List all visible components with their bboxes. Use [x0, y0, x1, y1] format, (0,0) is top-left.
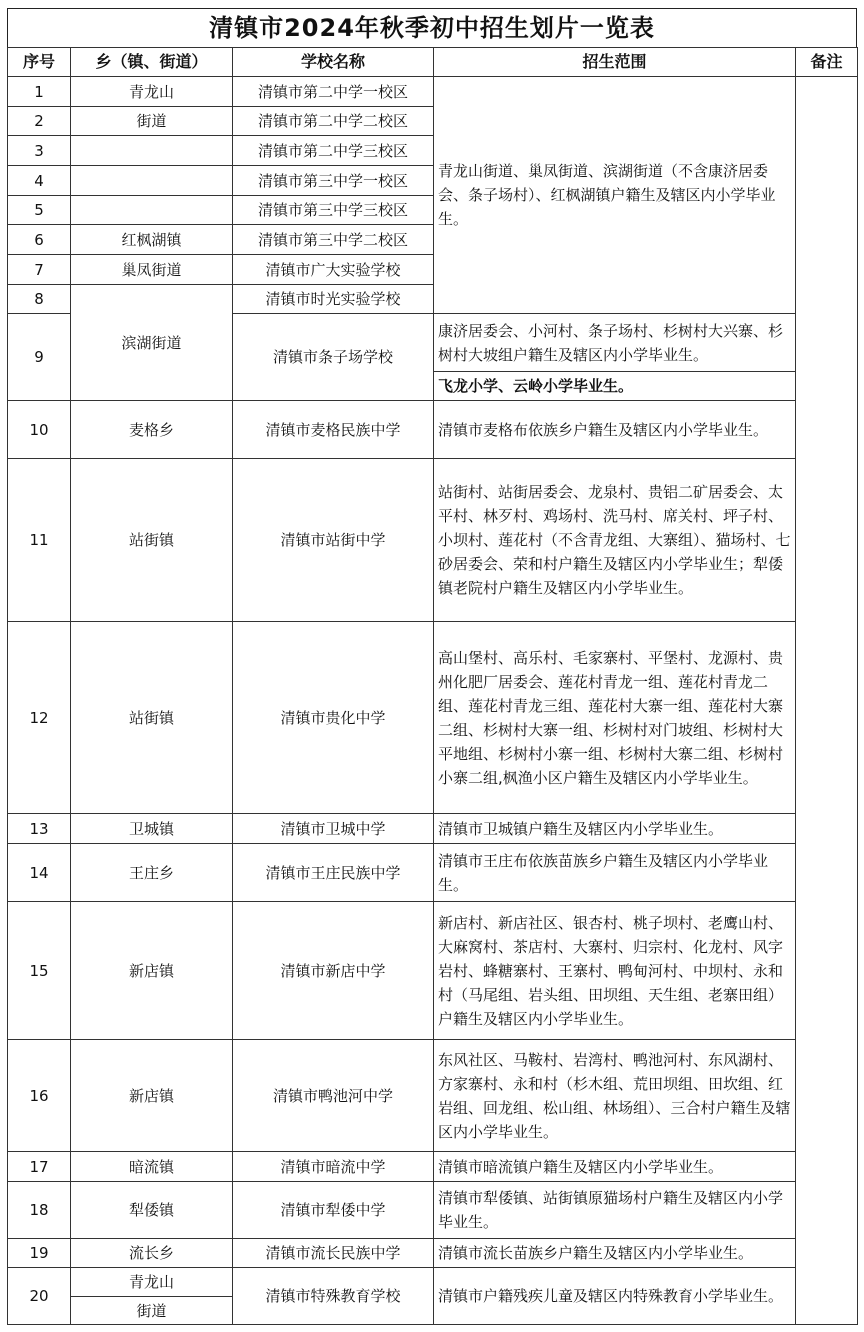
row-scope: 清镇市卫城镇户籍生及辖区内小学毕业生。	[434, 814, 796, 844]
table-row	[8, 459, 858, 622]
row-town: 红枫湖镇	[71, 225, 233, 255]
row-school: 清镇市站街中学	[233, 459, 434, 622]
header-scope: 招生范围	[434, 48, 796, 77]
row-school: 清镇市鸭池河中学	[233, 1040, 434, 1152]
row-scope: 高山堡村、高乐村、毛家寨村、平堡村、龙源村、贵州化肥厂居委会、莲花村青龙一组、莲花村青龙二组、莲花村青龙三组、莲花村大寨一组、莲花村大寨二组、杉树村大寨一组、杉树村对门坡组、杉树村大平地组、杉树村小寨一组、杉树村大寨二组、杉树村小寨二组,枫渔小区户籍生及辖区内小学毕业生。	[434, 622, 796, 814]
row-no: 10	[8, 401, 71, 459]
header-town: 乡（镇、街道）	[71, 48, 233, 77]
row-no: 14	[8, 844, 71, 902]
remark-column	[796, 77, 858, 1325]
row-town: 青龙山	[71, 1268, 233, 1297]
row-school: 清镇市第三中学三校区	[233, 196, 434, 225]
row-school: 清镇市新店中学	[233, 902, 434, 1040]
table-row	[8, 1152, 858, 1182]
row-town: 王庄乡	[71, 844, 233, 902]
row-town: 街道	[71, 1297, 233, 1325]
row-no: 2	[8, 107, 71, 136]
row-no: 9	[8, 314, 71, 401]
table-row	[8, 401, 858, 459]
row-no: 5	[8, 196, 71, 225]
row-town: 巢凤街道	[71, 255, 233, 285]
row-school: 清镇市广大实验学校	[233, 255, 434, 285]
enrollment-sheet	[7, 8, 857, 1325]
row-no: 6	[8, 225, 71, 255]
row-town: 新店镇	[71, 1040, 233, 1152]
row-school: 清镇市时光实验学校	[233, 285, 434, 314]
table-row	[8, 814, 858, 844]
row-scope: 新店村、新店社区、银杏村、桃子坝村、老鹰山村、大麻窝村、茶店村、大寨村、归宗村、化龙村、风字岩村、蜂糖寨村、王寨村、鸭甸河村、中坝村、永和村（马尾组、岩头组、田坝组、天生组、老寨田组）户籍生及辖区内小学毕业生。	[434, 902, 796, 1040]
row-scope: 清镇市王庄布依族苗族乡户籍生及辖区内小学毕业生。	[434, 844, 796, 902]
row-no: 16	[8, 1040, 71, 1152]
row-town: 暗流镇	[71, 1152, 233, 1182]
row-scope: 飞龙小学、云岭小学毕业生。	[434, 372, 796, 401]
row-town: 流长乡	[71, 1239, 233, 1268]
row-school: 清镇市第三中学一校区	[233, 166, 434, 196]
row-no: 12	[8, 622, 71, 814]
row-school: 清镇市特殊教育学校	[233, 1268, 434, 1325]
row-school: 清镇市第二中学二校区	[233, 107, 434, 136]
row-school: 清镇市卫城中学	[233, 814, 434, 844]
header-no: 序号	[8, 48, 71, 77]
row-no: 15	[8, 902, 71, 1040]
table-row	[8, 622, 858, 814]
row-no: 11	[8, 459, 71, 622]
header-school: 学校名称	[233, 48, 434, 77]
row-scope: 清镇市麦格布依族乡户籍生及辖区内小学毕业生。	[434, 401, 796, 459]
row-town: 滨湖街道	[71, 285, 233, 401]
row-no: 20	[8, 1268, 71, 1325]
row-town: 卫城镇	[71, 814, 233, 844]
row-town: 麦格乡	[71, 401, 233, 459]
row-town: 青龙山	[71, 77, 233, 107]
row-town	[71, 166, 233, 196]
table-row	[8, 77, 858, 107]
merged-scope-1-8: 青龙山街道、巢凤街道、滨湖街道（不含康济居委会、条子场村）、红枫湖镇户籍生及辖区内小学毕业生。	[434, 77, 796, 314]
row-school: 清镇市流长民族中学	[233, 1239, 434, 1268]
row-town: 站街镇	[71, 622, 233, 814]
row-scope: 康济居委会、小河村、条子场村、杉树村大兴寨、杉树村大坡组户籍生及辖区内小学毕业生。	[434, 314, 796, 372]
row-town: 犁倭镇	[71, 1182, 233, 1239]
table-row	[8, 1239, 858, 1268]
header-row	[8, 48, 858, 77]
row-school: 清镇市第二中学一校区	[233, 77, 434, 107]
row-town: 街道	[71, 107, 233, 136]
row-no: 17	[8, 1152, 71, 1182]
row-no: 19	[8, 1239, 71, 1268]
row-school: 清镇市暗流中学	[233, 1152, 434, 1182]
header-remark: 备注	[796, 48, 858, 77]
page-title: 清镇市2024年秋季初中招生划片一览表	[7, 8, 857, 47]
table-row	[8, 1040, 858, 1152]
row-town	[71, 196, 233, 225]
row-school: 清镇市麦格民族中学	[233, 401, 434, 459]
row-scope: 清镇市暗流镇户籍生及辖区内小学毕业生。	[434, 1152, 796, 1182]
row-school: 清镇市条子场学校	[233, 314, 434, 401]
row-town: 站街镇	[71, 459, 233, 622]
table-row	[8, 1268, 858, 1297]
row-no: 8	[8, 285, 71, 314]
row-no: 1	[8, 77, 71, 107]
row-school: 清镇市第三中学二校区	[233, 225, 434, 255]
row-school: 清镇市犁倭中学	[233, 1182, 434, 1239]
row-scope: 站街村、站街居委会、龙泉村、贵铝二矿居委会、太平村、林歹村、鸡场村、洗马村、席关村、坪子村、小坝村、莲花村（不含青龙组、大寨组）、猫场村、七砂居委会、荣和村户籍生及辖区内小学毕业生；犁倭镇老院村户籍生及辖区内小学毕业生。	[434, 459, 796, 622]
row-scope: 清镇市户籍残疾儿童及辖区内特殊教育小学毕业生。	[434, 1268, 796, 1325]
row-town: 新店镇	[71, 902, 233, 1040]
row-no: 3	[8, 136, 71, 166]
row-school: 清镇市贵化中学	[233, 622, 434, 814]
table-row	[8, 902, 858, 1040]
row-town	[71, 136, 233, 166]
row-scope: 清镇市犁倭镇、站街镇原猫场村户籍生及辖区内小学毕业生。	[434, 1182, 796, 1239]
row-no: 13	[8, 814, 71, 844]
enrollment-table	[7, 47, 858, 1325]
row-scope: 东风社区、马鞍村、岩湾村、鸭池河村、东风湖村、方家寨村、永和村（杉木组、荒田坝组、田坎组、红岩组、回龙组、松山组、林场组）、三合村户籍生及辖区内小学毕业生。	[434, 1040, 796, 1152]
row-no: 4	[8, 166, 71, 196]
row-no: 18	[8, 1182, 71, 1239]
row-scope: 清镇市流长苗族乡户籍生及辖区内小学毕业生。	[434, 1239, 796, 1268]
row-school: 清镇市第二中学三校区	[233, 136, 434, 166]
row-no: 7	[8, 255, 71, 285]
table-row	[8, 844, 858, 902]
table-row	[8, 1182, 858, 1239]
row-school: 清镇市王庄民族中学	[233, 844, 434, 902]
